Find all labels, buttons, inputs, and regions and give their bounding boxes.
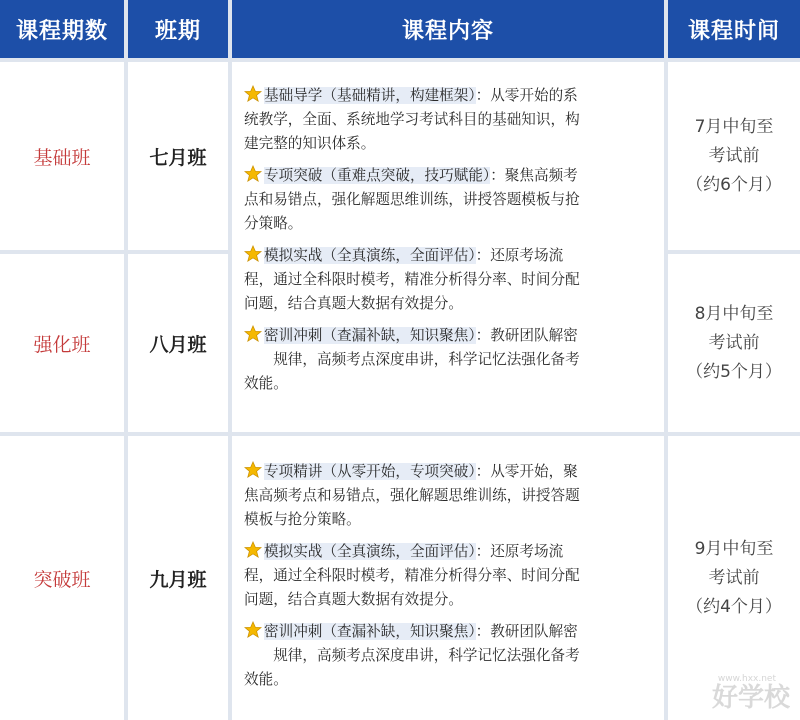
time-line: （约6个月） [686, 174, 782, 195]
star-icon [244, 165, 262, 183]
content-item-text: 问题，结合真题大数据有效提分。 [244, 295, 463, 312]
course-time-intensive [668, 254, 800, 432]
star-icon [244, 461, 262, 479]
content-item-text: 模板与抢分策略。 [244, 511, 361, 528]
content-item-text: ：教研团队解密 [475, 327, 578, 344]
content-item-title: 模拟实战（全真演练，全面评估） [264, 543, 476, 560]
content-item-text: 建完整的知识体系。 [244, 135, 376, 152]
content-item [244, 244, 654, 316]
content-item [244, 540, 654, 612]
watermark-url: www.hxx.net [717, 674, 776, 684]
content-item-text: ：聚焦高频考 [490, 167, 578, 184]
star-icon [244, 245, 262, 263]
course-name-breakthrough: 突破班 [0, 436, 124, 720]
course-content-breakthrough [232, 436, 664, 720]
content-item-text: ：从零开始，聚 [475, 463, 578, 480]
star-icon [244, 541, 262, 559]
header-content: 课程内容 [232, 0, 664, 58]
content-item [244, 164, 654, 236]
time-line: 考试前 [708, 567, 760, 588]
content-item-text: 问题，结合真题大数据有效提分。 [244, 591, 463, 608]
time-line: 9月中旬至 [694, 538, 774, 559]
content-item [244, 324, 654, 396]
time-line: 考试前 [708, 332, 760, 353]
content-item-text: 效能。 [244, 671, 288, 688]
content-item-title: 密训冲刺（查漏补缺，知识聚焦） [264, 623, 476, 640]
content-item-text: ：还原考场流 [475, 247, 564, 264]
content-item-title: 专项精讲（从零开始，专项突破） [264, 463, 476, 480]
content-item-text: 效能。 [244, 375, 288, 392]
course-content-basic-intensive [232, 62, 664, 432]
class-name-september: 九月班 [128, 436, 228, 720]
time-line: 8月中旬至 [694, 303, 774, 324]
watermark-logo: 好学校 [711, 683, 790, 713]
time-line: （约4个月） [686, 596, 782, 617]
content-item-title: 专项突破（重难点突破，技巧赋能） [264, 167, 491, 184]
content-item-text: 分策略。 [244, 215, 303, 232]
content-item-text: 程，通过全科限时模考，精准分析得分率、时间分配 [244, 567, 580, 584]
content-item-text: 点和易错点，强化解题思维训练，讲授答题模板与抢 [244, 191, 580, 208]
time-line: （约5个月） [686, 361, 782, 382]
content-item-text: 规律，高频考点深度串讲，科学记忆法强化备考 [244, 351, 580, 368]
content-item-title: 基础导学（基础精讲，构建框架） [264, 87, 476, 104]
content-item-text: 程，通过全科限时模考，精准分析得分率、时间分配 [244, 271, 580, 288]
content-item [244, 460, 654, 532]
header-course-period: 课程期数 [0, 0, 124, 58]
time-line: 考试前 [708, 145, 760, 166]
content-item-text: ：教研团队解密 [475, 623, 578, 640]
time-line: 7月中旬至 [694, 116, 774, 137]
course-name-basic: 基础班 [0, 62, 124, 250]
content-item-title: 模拟实战（全真演练，全面评估） [264, 247, 476, 264]
course-time-basic [668, 62, 800, 250]
star-icon [244, 621, 262, 639]
content-item [244, 84, 654, 156]
content-item-title: 密训冲刺（查漏补缺，知识聚焦） [264, 327, 476, 344]
star-icon [244, 85, 262, 103]
header-class: 班期 [128, 0, 228, 58]
class-name-july: 七月班 [128, 62, 228, 250]
class-name-august: 八月班 [128, 254, 228, 432]
content-item-text: 焦高频考点和易错点，强化解题思维训练，讲授答题 [244, 487, 580, 504]
content-item-text: ：还原考场流 [475, 543, 564, 560]
content-item [244, 620, 654, 692]
content-item-text: 规律，高频考点深度串讲，科学记忆法强化备考 [244, 647, 580, 664]
content-item-text: 统教学，全面、系统地学习考试科目的基础知识，构 [244, 111, 580, 128]
course-name-intensive: 强化班 [0, 254, 124, 432]
content-item-text: ：从零开始的系 [475, 87, 578, 104]
header-time: 课程时间 [668, 0, 800, 58]
star-icon [244, 325, 262, 343]
